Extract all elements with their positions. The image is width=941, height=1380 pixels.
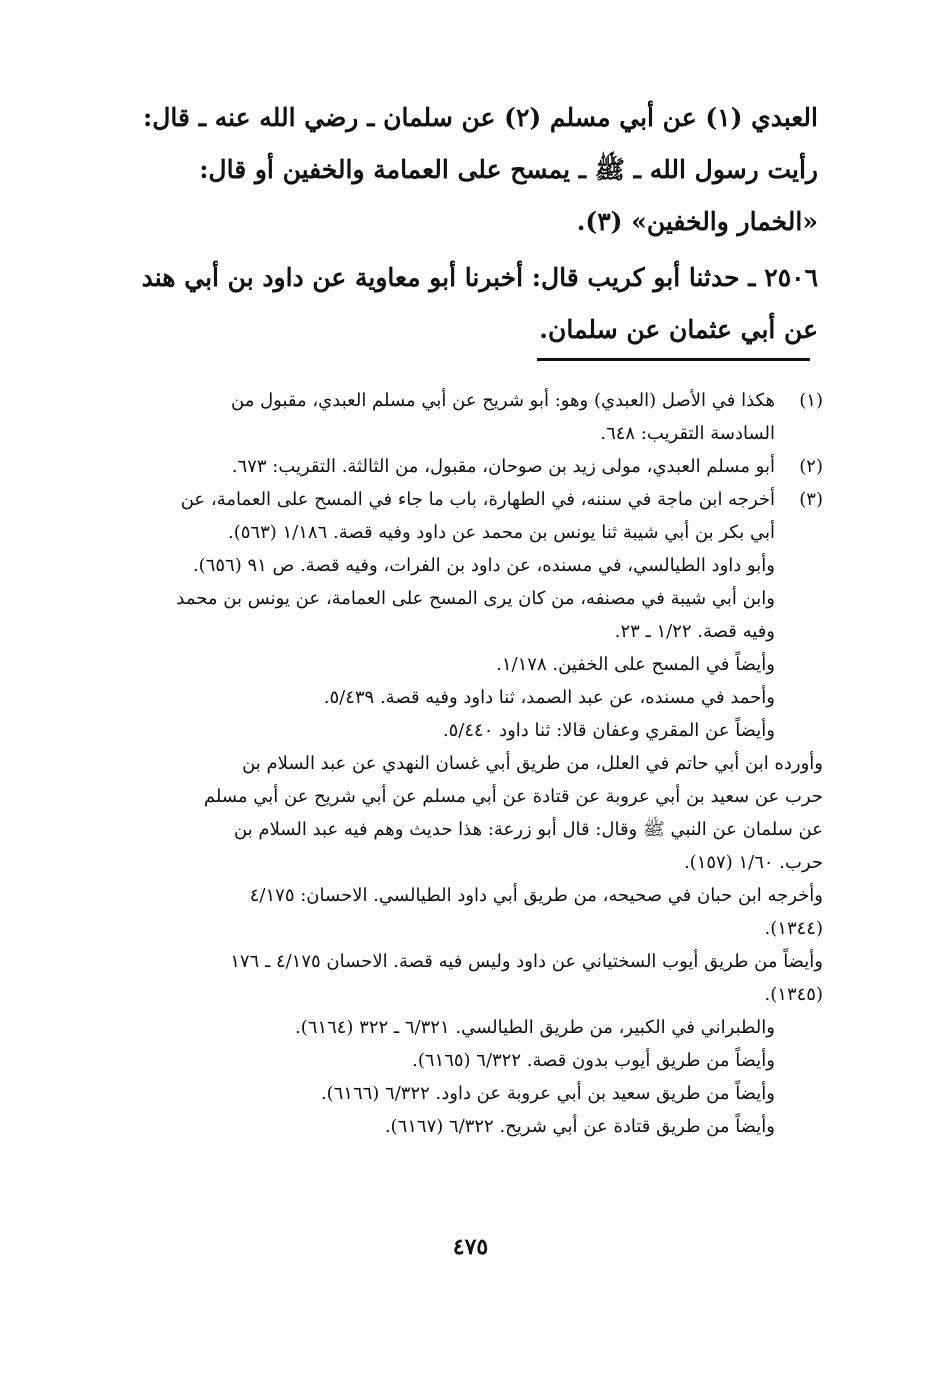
footnote-3	[118, 483, 823, 747]
footnote-line: هكذا في الأصل (العبدي) وهو: أبو شريح عن أبي مسلم العبدي، مقبول من	[231, 390, 775, 411]
footnote-line: وأخرجه ابن حبان في صحيحه، من طريق أبي داود الطيالسي. الاحسان: ٤/١٧٥	[249, 885, 823, 906]
footnote-line: وابن أبي شيبة في مصنفه، من كان يرى المسح على العمامة، عن يونس بن محمد	[176, 588, 775, 609]
main-line: «الخمار والخفين» (٣).	[576, 207, 818, 236]
footnote-line: وأبو داود الطيالسي، في مسنده، عن داود بن الفرات، وفيه قصة. ص ٩١ (٦٥٦).	[192, 555, 775, 576]
hadith-line: ٢٥٠٦ ـ حدثنا أبو كريب قال: أخبرنا أبو معاوية عن داود بن أبي هند	[141, 263, 818, 292]
footnote-number: (٣)	[799, 489, 823, 510]
footnote-line: أبي بكر بن أبي شيبة ثنا يونس بن محمد عن داود وفيه قصة. ١/١٨٦ (٥٦٣).	[227, 522, 775, 543]
main-line: رأيت رسول الله ـ ﷺ ـ يمسح على العمامة والخفين أو قال:	[199, 155, 818, 184]
footnotes	[118, 384, 823, 1143]
footnote-line: وفيه قصة. ١/٢٢ ـ ٢٣.	[614, 621, 775, 642]
footnote-line: وأحمد في مسنده، عن عبد الصمد، ثنا داود وفيه قصة. ٥/٤٣٩.	[323, 687, 775, 708]
main-text	[118, 92, 818, 356]
footnote-2	[118, 450, 823, 483]
footnote-line: والطبراني في الكبير، من طريق الطيالسي. ٦/٣٢١ ـ ٣٢٢ (٦١٦٤).	[294, 1017, 775, 1038]
footnote-line: أبو مسلم العبدي، مولى زيد بن صوحان، مقبول، من الثالثة. التقريب: ٦٧٣.	[231, 456, 775, 477]
footnote-line: وأيضاً من طريق أيوب بدون قصة. ٦/٣٢٢ (٦١٦٥).	[412, 1050, 775, 1071]
footnote-line: وأيضاً من طريق قتادة عن أبي شريح. ٦/٣٢٢ (٦١٦٧).	[384, 1116, 775, 1137]
footnote-line: السادسة التقريب: ٦٤٨.	[600, 423, 775, 444]
footnote-line: أخرجه ابن ماجة في سننه، في الطهارة، باب ما جاء في المسح على العمامة، عن	[180, 489, 775, 510]
footnote-separator	[537, 358, 810, 361]
footnote-line: (١٣٤٥).	[764, 984, 823, 1005]
page-number: ٤٧٥	[452, 1234, 489, 1260]
footnote-line: وأيضاً في المسح على الخفين. ١/١٧٨.	[496, 654, 775, 675]
footnote-line: وأيضاً من طريق أيوب السختياني عن داود وليس فيه قصة. الاحسان ٤/١٧٥ ـ ١٧٦	[230, 951, 823, 972]
footnote-1	[118, 384, 823, 450]
footnote-line: وأيضاً من طريق سعيد بن أبي عروبة عن داود. ٦/٣٢٢ (٦١٦٦).	[320, 1083, 775, 1104]
footnote-line: وأورده ابن أبي حاتم في العلل، من طريق أبي غسان النهدي عن عبد السلام بن	[242, 753, 823, 774]
footnote-number: (٢)	[799, 456, 823, 477]
footnote-number: (١)	[799, 390, 823, 411]
footnote-line: (١٣٤٤).	[764, 918, 823, 939]
footnote-line: حرب عن سعيد بن أبي عروبة عن قتادة عن أبي مسلم عن أبي شريح عن أبي مسلم	[203, 786, 823, 807]
footnote-line: عن سلمان عن النبي ﷺ وقال: قال أبو زرعة: هذا حديث وهم فيه عبد السلام بن	[233, 819, 823, 840]
hadith-line: عن أبي عثمان عن سلمان.	[539, 315, 818, 344]
footnote-continuation	[118, 747, 823, 1143]
footnote-line: حرب. ١/٦٠ (١٥٧).	[683, 852, 823, 873]
main-line: العبدي (١) عن أبي مسلم (٢) عن سلمان ـ رضي الله عنه ـ قال:	[143, 103, 818, 132]
footnote-line: وأيضاً عن المقري وعفان قالا: ثنا داود ٥/٤٤٠.	[442, 720, 775, 741]
